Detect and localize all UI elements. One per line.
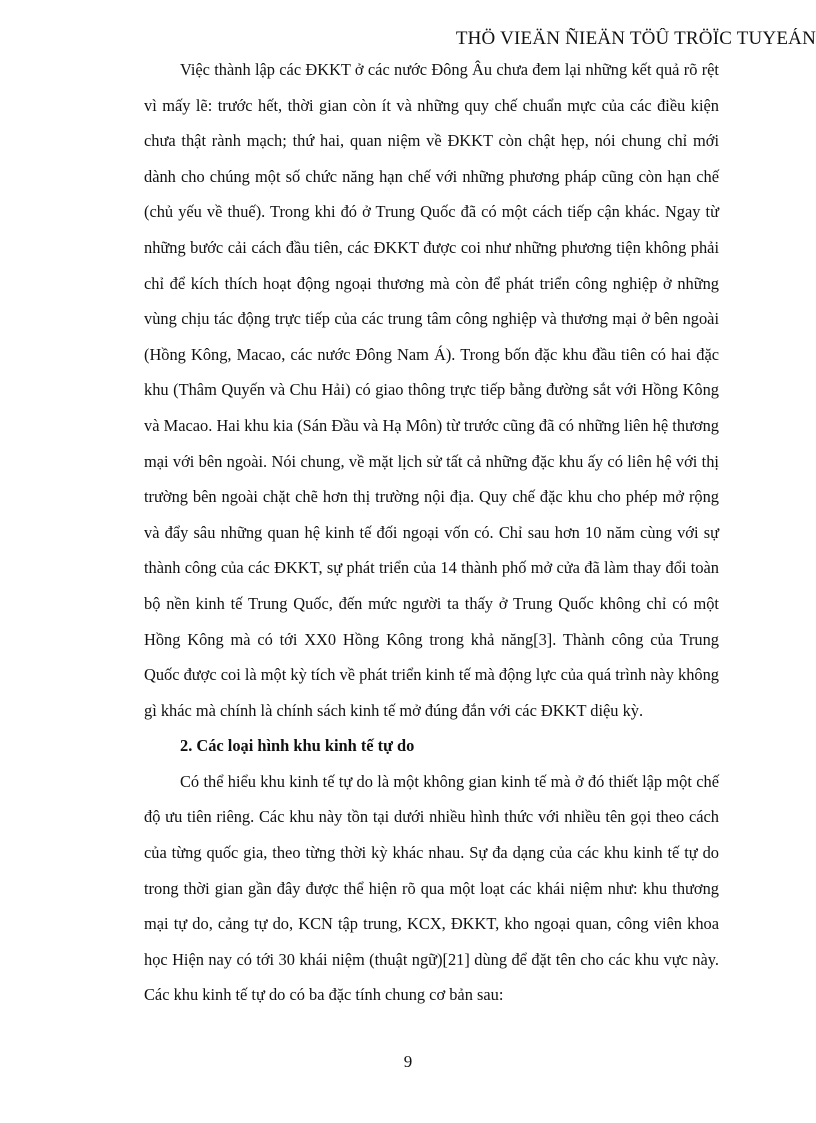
paragraph-1: Việc thành lập các ĐKKT ở các nước Đông Âu chưa đem lại những kết quả rõ rệt vì mấy lẽ: trước hết, thời gian còn ít và những quy chế chuẩn mực của các điều kiện chưa thật rành mạch; thứ hai, quan niệm về ĐKKT còn chật hẹp, nói chung chỉ mới dành cho chúng một số chức năng hạn chế với những phương pháp cũng còn hạn chế (chủ yếu về thuế). Trong khi đó ở Trung Quốc đã có một cách tiếp cận khác. Ngay từ những bước cải cách đầu tiên, các ĐKKT được coi như những phương tiện không phải chỉ để kích thích hoạt động ngoại thương mà còn để phát triển công nghiệp ở những vùng chịu tác động trực tiếp của các trung tâm công nghiệp và thương mại ở bên ngoài (Hồng Kông, Macao, các nước Đông Nam Á). Trong bốn đặc khu đầu tiên có hai đặc khu (Thâm Quyến và Chu Hải) có giao thông trực tiếp bằng đường sắt với Hồng Kông và Macao. Hai khu kia (Sán Đầu và Hạ Môn) từ trước cũng đã có những liên hệ thương mại với bên ngoài. Nói chung, về mặt lịch sử tất cả những đặc khu ấy có liên hệ với thị trường bên ngoài chặt chẽ hơn thị trường nội địa. Quy chế đặc khu cho phép mở rộng và đẩy sâu những quan hệ kinh tế đối ngoại vốn có. Chỉ sau hơn 10 năm cùng với sự thành công của các ĐKKT, sự phát triển của 14 thành phố mở cửa đã làm thay đổi toàn bộ nền kinh tế Trung Quốc, đến mức người ta thấy ở Trung Quốc không chỉ có một Hồng Kông mà có tới XX0 Hồng Kông trong khả năng[3]. Thành công của Trung Quốc được coi là một kỳ tích về phát triển kinh tế mà động lực của quá trình này không gì khác mà chính là chính sách kinh tế mở đúng đắn với các ĐKKT diệu kỳ. (144, 60, 719, 720)
paragraph-2: Có thể hiểu khu kinh tế tự do là một không gian kinh tế mà ở đó thiết lập một chế độ ưu tiên riêng. Các khu này tồn tại dưới nhiều hình thức với nhiều tên gọi theo cách của từng quốc gia, theo từng thời kỳ khác nhau. Sự đa dạng của các khu kinh tế tự do trong thời gian gần đây được thể hiện rõ qua một loạt các khái niệm như: khu thương mại tự do, cảng tự do, KCN tập trung, KCX, ĐKKT, kho ngoại quan, công viên khoa học Hiện nay có tới 30 khái niệm (thuật ngữ)[21] dùng để đặt tên cho các khu vực này. Các khu kinh tế tự do có ba đặc tính chung cơ bản sau: (144, 771, 719, 1005)
page-number: 9 (403, 1052, 413, 1071)
section-heading: 2. Các loại hình khu kinh tế tự do (180, 736, 415, 756)
page-header: THÖ VIEÄN ÑIEÄN TÖÛ TRÖÏC TUYEÁN (455, 28, 816, 49)
document-body (144, 52, 719, 1013)
